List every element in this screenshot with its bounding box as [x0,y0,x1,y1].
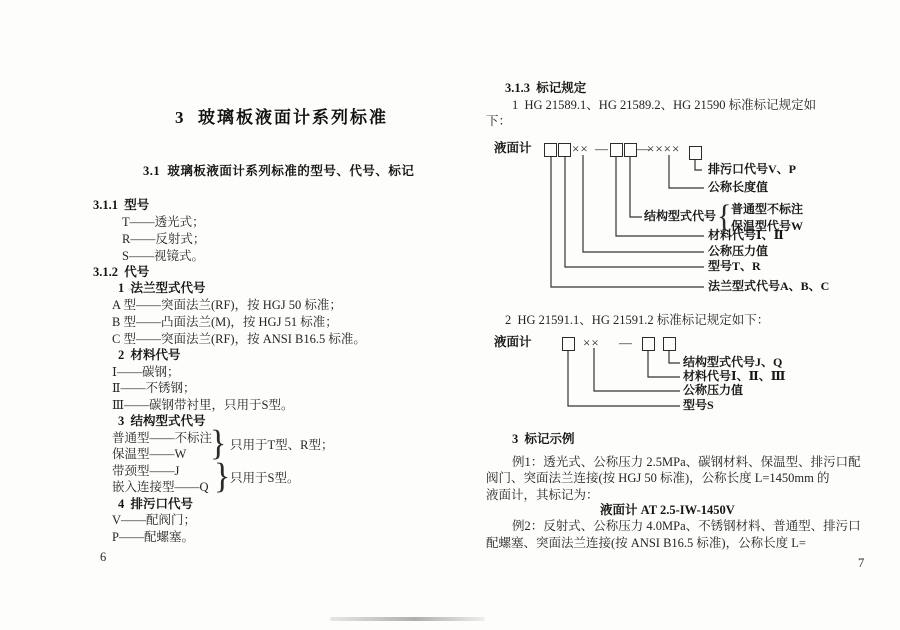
code-box [544,143,557,157]
page-number-left: 6 [100,550,107,564]
structure-item-embedded: 嵌入连接型——Q [112,480,209,494]
flange-item-b: B 型——凸面法兰(M)，按 HGJ 51 标准； [112,315,338,329]
page-number-right: 7 [858,556,865,570]
rule1-text-line1: 1 HG 21589.1、HG 21589.2、HG 21590 标准标记规定如 [512,98,817,112]
clause-312-title: 3.1.2 代号 [93,265,150,279]
structure-code-title: 3 结构型式代号 [118,414,206,428]
model-item-t: T——透光式； [122,215,205,229]
flange-item-a: A 型——突面法兰(RF)，按 HGJ 50 标准； [112,298,342,312]
diagram1-xx: ×× [572,141,589,156]
diagram1-label-structure-opt2: 保温型代号W [731,219,804,233]
diagram2-dash: — [619,335,633,350]
structure-item-common: 普通型——不标注 [112,431,213,445]
code-box [624,143,637,157]
diagram1-prefix: 液面计 [494,141,532,155]
example1-line3: 液面计，其标记为： [486,488,599,502]
diagram1-label-drain: 排污口代号V、P [708,162,796,176]
diagram1-label-model: 型号T、R [708,259,761,273]
material-item-2: Ⅱ——不锈钢； [112,381,196,395]
example1-line1: 例1：透光式、公称压力 2.5MPa、碳钢材料、保温型、排污口配 [512,455,861,469]
diagram1-structure-brace: { [717,199,732,234]
structure-item-insulated: 保温型——W [112,447,187,461]
diagram1-label-material: 材料代号Ⅰ、Ⅱ [708,228,784,242]
drain-item-p: P——配螺塞。 [112,530,194,544]
diagram2-label-model: 型号S [683,398,714,412]
clause-313-title: 3.1.3 标记规定 [505,81,587,95]
code-box [562,337,575,351]
material-code-title: 2 材料代号 [118,348,181,362]
diagram1-label-length: 公称长度值 [708,180,769,194]
subsection-heading: 3.1 玻璃板液面计系列标准的型号、代号、标记 [143,164,415,178]
diagram1-xxxx: ×××× [647,141,681,156]
diagram2-label-pressure: 公称压力值 [683,383,744,397]
code-box [663,337,676,351]
rule1-text-line2: 下： [486,114,512,128]
structure-note-1: 只用于T型、R型； [230,438,334,452]
code-box [689,146,702,160]
material-item-1: Ⅰ——碳钢； [112,365,180,379]
example2-line1: 例2：反射式、公称压力 4.0MPa、不锈钢材料、普通型、排污口 [512,519,861,533]
example2-line2: 配螺塞、突面法兰连接(按 ANSI B16.5 标准)，公称长度 L= [486,536,806,550]
brace-group-2: } [214,457,231,496]
diagram2-label-structure: 结构型式代号J、Q [683,355,783,369]
diagram1-label-pressure: 公称压力值 [708,244,769,258]
model-item-s: S——视镜式。 [122,249,204,263]
material-item-3: Ⅲ——碳钢带衬里，只用于S型。 [112,398,294,412]
structure-note-2: 只用于S型。 [230,471,300,485]
code-box [558,143,571,157]
flange-item-c: C 型——突面法兰(RF)，按 ANSI B16.5 标准。 [112,332,366,346]
diagram2-prefix: 液面计 [494,335,532,349]
drain-item-v: V——配阀门； [112,513,197,527]
brace-group-1: } [210,424,227,463]
diagram1-label-flange: 法兰型式代号A、B、C [708,279,830,293]
diagram1-dash1: — [595,141,609,156]
drain-code-title: 4 排污口代号 [118,497,194,511]
example1-line2: 阀门、突面法兰连接(按 HGJ 50 标准)，公称长度 L=1450mm 的 [486,471,830,485]
example1-mark: 液面计 AT 2.5-IW-1450V [600,503,735,517]
diagram1-label-structure-opt1: 普通型不标注 [731,202,804,216]
structure-item-necked: 带颈型——J [112,464,180,478]
code-box [642,337,655,351]
examples-title: 3 标记示例 [512,432,575,446]
diagram1-dash2: — [637,141,651,156]
scan-artifact-smudge [330,617,485,621]
marking-diagram-1 [486,138,890,303]
rule2-text: 2 HG 21591.1、HG 21591.2 标准标记规定如下： [505,313,770,327]
marking-diagram-2 [486,331,890,426]
diagram1-label-structure: 结构型式代号 [644,209,717,223]
diagram2-label-material: 材料代号Ⅰ、Ⅱ、Ⅲ [683,369,786,383]
section-heading: 3 玻璃板液面计系列标准 [175,108,388,127]
code-box [610,143,623,157]
clause-311-title: 3.1.1 型号 [93,198,150,212]
flange-code-title: 1 法兰型式代号 [118,281,206,295]
scan-artifact-speck [128,288,134,291]
diagram2-xx: ×× [583,335,600,350]
model-item-r: R——反射式； [122,232,206,246]
